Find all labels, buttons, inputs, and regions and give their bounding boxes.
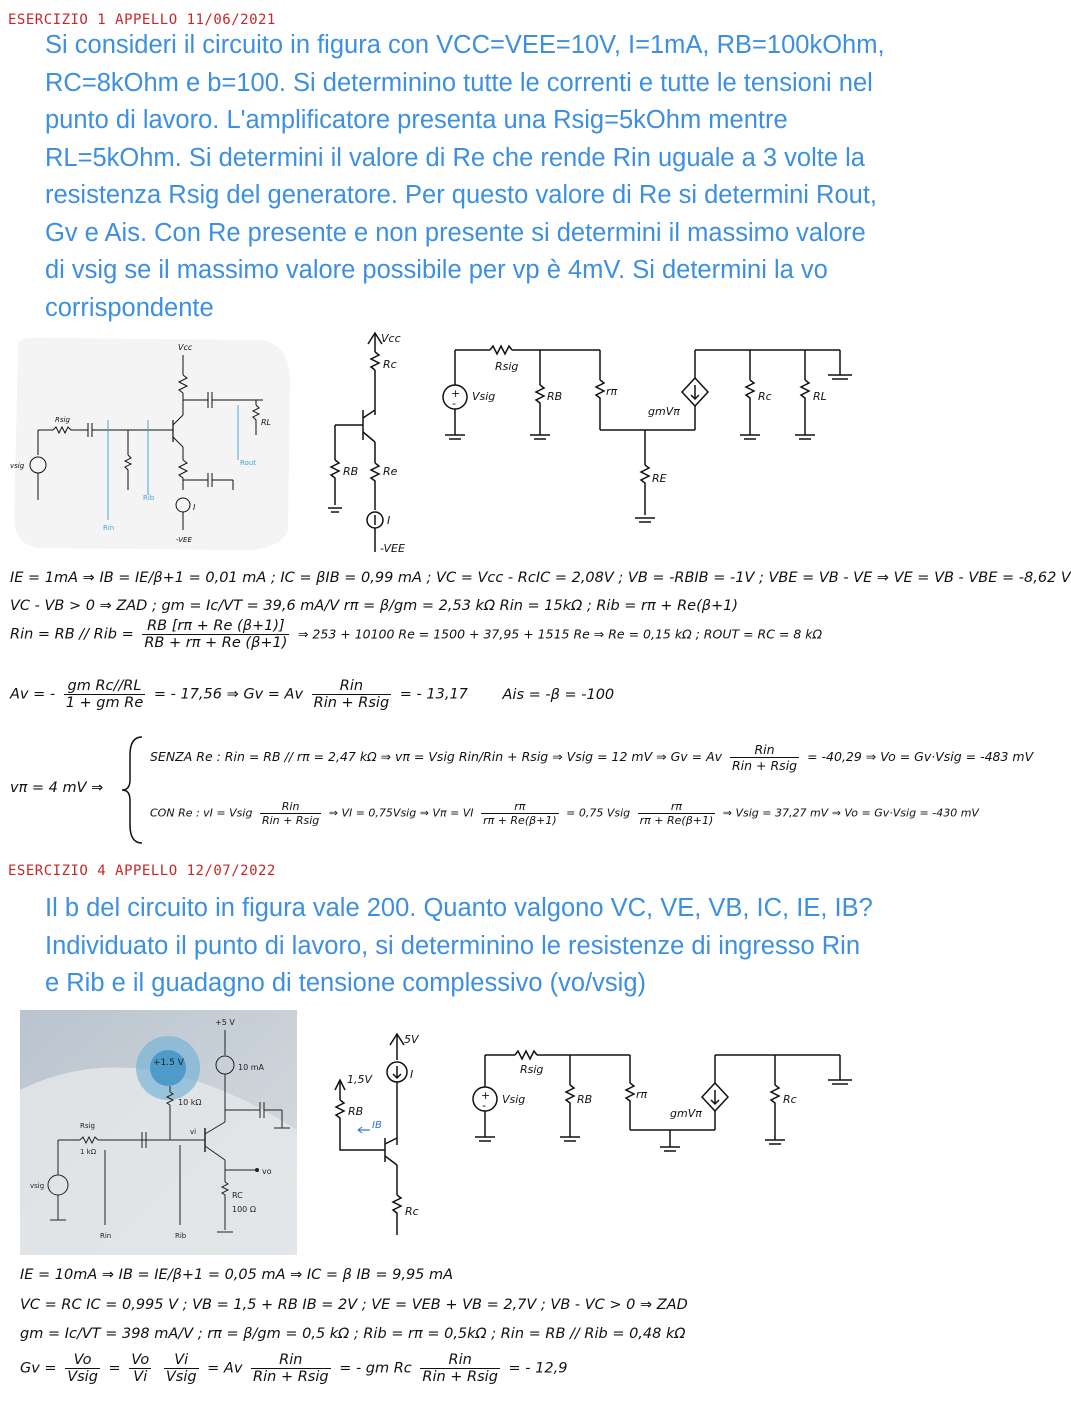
svg-text:-: -: [452, 397, 456, 410]
svg-text:gmVπ: gmVπ: [648, 405, 680, 418]
ex1-text-line: resistenza Rsig del generatore. Per questo valore di Re si determini Rout,: [45, 181, 877, 209]
ex1-gv-fraction: [312, 678, 392, 711]
ex1-text-line: corrispondente: [45, 293, 214, 322]
ex1-av-num: gm Rc//RL: [64, 678, 146, 695]
svg-text:Rc: Rc: [405, 1205, 419, 1218]
ex1-av-equation: [10, 678, 614, 711]
svg-text:vsig: vsig: [30, 1182, 45, 1190]
svg-text:rπ: rπ: [606, 385, 618, 398]
ex4-header: ESERCIZIO 4 APPELLO 12/07/2022: [8, 863, 276, 879]
ex4-calc-line: IE = 10mA ⇒ IB = IE/β+1 = 0,05 mA ⇒ IC = β IB = 9,95 mA: [20, 1267, 454, 1283]
ex4-gv-equation: [20, 1352, 567, 1385]
ex1-dc-circuit: [325, 330, 415, 555]
svg-text:-VEE: -VEE: [176, 536, 192, 544]
ex1-problem-text: [45, 27, 975, 327]
svg-text:Rin: Rin: [103, 524, 115, 532]
ex4-calc-line: VC = RC IC = 0,995 V ; VB = 1,5 + RB IB = 2V ; VE = VEB + VB = 2,7V ; VB - VC > 0 ⇒ ZAD: [20, 1297, 688, 1313]
ex4-problem-text: [45, 890, 975, 1003]
svg-text:Rsig: Rsig: [495, 360, 519, 373]
svg-text:+: +: [451, 387, 461, 400]
ex1-senza-b: = -40,29 ⇒ Vo = Gv·Vsig = -483 mV: [807, 749, 1034, 764]
ex1-rin-den: RB + rπ + Re (β+1): [144, 635, 288, 651]
svg-text:+1.5 V: +1.5 V: [153, 1058, 184, 1068]
svg-text:+: +: [481, 1089, 491, 1102]
ex1-senza-num: Rin: [730, 742, 799, 758]
svg-text:vsig: vsig: [10, 462, 25, 470]
ex4-gv-c: = - gm Rc: [339, 1360, 412, 1377]
svg-text:10 kΩ: 10 kΩ: [178, 1098, 202, 1107]
ex4-gv-lhs: Gv =: [20, 1360, 57, 1377]
ex1-senza-re: [150, 742, 1033, 773]
ex4-gv-n5: Rin: [420, 1352, 500, 1369]
ex1-ais: Ais = -β = -100: [502, 686, 615, 703]
svg-text:Rin: Rin: [100, 1232, 112, 1240]
ex1-gv-result: = - 13,17: [399, 686, 468, 703]
ex4-text-line: Individuato il punto di lavoro, si determinino le resistenze di ingresso Rin: [45, 931, 861, 960]
svg-text:-VEE: -VEE: [380, 542, 405, 555]
svg-text:RB: RB: [348, 1105, 364, 1118]
ex1-senza-den: Rin + Rsig: [732, 758, 798, 773]
ex1-con-den2: rπ + Re(β+1): [483, 814, 557, 827]
svg-text:gmVπ: gmVπ: [670, 1107, 702, 1120]
ex4-gv-b: = Av: [207, 1360, 243, 1377]
ex1-con-fraction3: [638, 800, 716, 827]
svg-text:Re: Re: [383, 465, 398, 478]
svg-text:Rout: Rout: [240, 459, 257, 467]
svg-text:RE: RE: [652, 472, 667, 485]
ex1-av-lhs: Av = -: [10, 686, 56, 703]
ex4-dc-circuit: [330, 1030, 430, 1240]
ex1-text-line: Si consideri il circuito in figura con VCC=VEE=10V, I=1mA, RB=100kOhm,: [45, 31, 885, 59]
ex4-gv-frac3: [164, 1352, 199, 1385]
svg-text:Vsig: Vsig: [502, 1093, 526, 1106]
ex4-text-line: Il b del circuito in figura vale 200. Quanto valgono VC, VE, VB, IC, IE, IB?: [45, 894, 873, 922]
svg-text:RB: RB: [343, 465, 359, 478]
ex1-text-line: di vsig se il massimo valore possibile per vp è 4mV. Si determini la vo: [45, 256, 828, 284]
svg-text:vi: vi: [190, 1128, 197, 1136]
svg-text:Vsig: Vsig: [472, 390, 496, 403]
ex1-con-b: ⇒ VI = 0,75Vsig ⇒ Vπ = VI: [328, 806, 474, 820]
ex1-av-mid: = - 17,56 ⇒ Gv = Av: [153, 686, 304, 703]
ex1-con-fraction2: [481, 800, 559, 827]
ex1-con-den3: rπ + Re(β+1): [639, 814, 714, 827]
ex4-gv-frac2: [129, 1352, 151, 1385]
ex4-gv-result: = - 12,9: [508, 1360, 568, 1377]
ex1-small-signal-circuit: [440, 340, 860, 530]
ex1-text-line: RL=5kOhm. Si determini il valore di Re che rende Rin uguale a 3 volte la: [45, 143, 865, 172]
ex4-gv-n1: Vo: [65, 1352, 100, 1369]
ex1-rin-equation: [10, 618, 822, 651]
ex1-vpi: vπ = 4 mV ⇒: [10, 780, 104, 796]
svg-text:IB: IB: [372, 1120, 382, 1131]
svg-text:Rsig: Rsig: [80, 1122, 95, 1130]
ex1-text-line: Gv e Ais. Con Re presente e non presente si determini il massimo valore: [45, 218, 866, 247]
ex1-calc-line: VC - VB > 0 ⇒ ZAD ; gm = Ic/VT = 39,6 mA/V rπ = β/gm = 2,53 kΩ Rin = 15kΩ ; Rib = rπ + Re(β+1): [10, 598, 739, 614]
svg-text:Rc: Rc: [383, 358, 397, 371]
svg-text:RB: RB: [577, 1093, 593, 1106]
ex1-rin-lhs: Rin = RB // Rib =: [10, 626, 134, 643]
ex4-small-signal-circuit: [470, 1045, 860, 1165]
svg-text:5V: 5V: [404, 1033, 419, 1046]
ex1-con-re: [150, 800, 979, 827]
ex1-con-num1: Rin: [260, 800, 321, 814]
svg-text:RB: RB: [547, 390, 563, 403]
ex1-textbook-circuit: [8, 330, 298, 555]
svg-text:Vcc: Vcc: [178, 343, 193, 352]
svg-text:I: I: [387, 514, 391, 527]
svg-text:+5 V: +5 V: [215, 1018, 235, 1027]
ex1-senza-fraction: [730, 742, 799, 773]
svg-text:Rib: Rib: [143, 494, 155, 502]
ex4-textbook-photo: [20, 1010, 297, 1255]
ex4-gv-d1: Vsig: [67, 1369, 98, 1385]
ex1-text-line: RC=8kOhm e b=100. Si determinino tutte le correnti e tutte le tensioni nel: [45, 68, 873, 97]
ex1-text-line: punto di lavoro. L'amplificatore presenta una Rsig=5kOhm mentre: [45, 106, 788, 134]
ex1-gv-den: Rin + Rsig: [313, 695, 390, 711]
svg-text:10 mA: 10 mA: [238, 1063, 264, 1072]
ex1-calc-line: IE = 1mA ⇒ IB = IE/β+1 = 0,01 mA ; IC = βIB = 0,99 mA ; VC = Vcc - RcIC = 2,08V ; VB = -RBIB = -1V ; VBE = VB - VE ⇒ VE = VB - VBE = -8,62 V: [10, 570, 1071, 586]
ex4-text-line: e Rib e il guadagno di tensione complessivo (vo/vsig): [45, 969, 646, 997]
ex4-gv-d3: Vsig: [165, 1369, 197, 1385]
ex1-con-d: ⇒ Vsig = 37,27 mV ⇒ Vo = Gv·Vsig = -430 mV: [722, 806, 979, 820]
ex4-gv-n4: Rin: [251, 1352, 331, 1369]
ex4-gv-n3: Vi: [164, 1352, 199, 1369]
ex4-gv-eq1: =: [108, 1360, 121, 1377]
ex4-gv-frac1: [65, 1352, 100, 1385]
ex1-rin-fraction: [142, 618, 289, 651]
svg-text:Vcc: Vcc: [381, 332, 401, 345]
svg-text:I: I: [193, 503, 196, 512]
ex1-header: ESERCIZIO 1 APPELLO 11/06/2021: [8, 12, 276, 28]
ex1-con-den1: Rin + Rsig: [261, 814, 320, 827]
ex1-brace: [120, 735, 150, 845]
svg-text:rπ: rπ: [636, 1088, 648, 1101]
ex4-gv-d5: Rin + Rsig: [422, 1369, 498, 1385]
svg-text:Rib: Rib: [175, 1232, 187, 1240]
svg-text:RC: RC: [232, 1191, 243, 1200]
svg-text:Rsig: Rsig: [520, 1063, 544, 1076]
svg-text:100 Ω: 100 Ω: [232, 1205, 256, 1214]
ex1-rin-num: RB [rπ + Re (β+1)]: [142, 618, 289, 635]
svg-text:Rc: Rc: [783, 1093, 797, 1106]
ex1-con-c: = 0,75 Vsig: [566, 806, 631, 820]
ex4-gv-frac5: [420, 1352, 500, 1385]
ex1-con-fraction1: [260, 800, 321, 827]
svg-text:Rc: Rc: [758, 390, 772, 403]
ex1-con-num3: rπ: [638, 800, 716, 814]
svg-text:-: -: [482, 1099, 486, 1112]
ex1-con-num2: rπ: [481, 800, 559, 814]
ex4-gv-d2: Vi: [133, 1369, 148, 1385]
ex1-senza-a: SENZA Re : Rin = RB // rπ = 2,47 kΩ ⇒ vπ = Vsig Rin/Rin + Rsig ⇒ Vsig = 12 mV ⇒ Gv = Av: [150, 749, 723, 764]
ex1-rin-result: ⇒ 253 + 10100 Re = 1500 + 37,95 + 1515 Re ⇒ Re = 0,15 kΩ ; ROUT = RC = 8 kΩ: [297, 626, 823, 642]
svg-text:RL: RL: [261, 418, 272, 427]
svg-text:I: I: [410, 1068, 414, 1081]
ex1-av-fraction: [64, 678, 146, 711]
ex4-gv-n2: Vo: [131, 1352, 150, 1368]
ex1-con-a: CON Re : vI = Vsig: [150, 806, 253, 820]
svg-text:RL: RL: [813, 390, 827, 403]
ex1-av-den: 1 + gm Re: [65, 695, 144, 711]
svg-text:Rsig: Rsig: [55, 416, 70, 424]
ex4-gv-d4: Rin + Rsig: [253, 1369, 329, 1385]
svg-text:vo: vo: [262, 1167, 272, 1176]
ex4-gv-frac4: [251, 1352, 331, 1385]
ex1-gv-num: Rin: [312, 678, 392, 695]
svg-text:1,5V: 1,5V: [347, 1073, 373, 1086]
svg-text:1 kΩ: 1 kΩ: [80, 1148, 97, 1156]
ex4-calc-line: gm = Ic/VT = 398 mA/V ; rπ = β/gm = 0,5 kΩ ; Rib = rπ = 0,5kΩ ; Rin = RB // Rib = 0,48 kΩ: [20, 1326, 686, 1342]
